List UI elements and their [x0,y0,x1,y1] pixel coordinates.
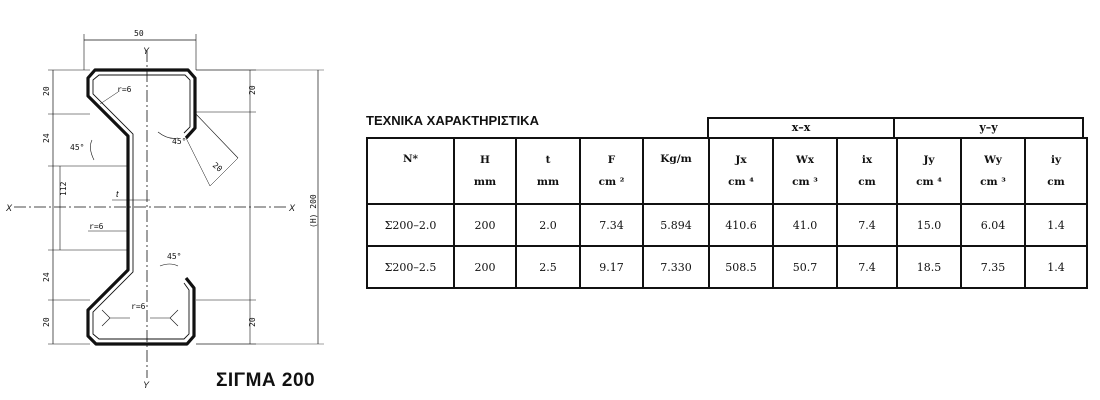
cell: 7.34 [580,204,643,246]
angle-lip-top: 45° [172,137,187,146]
col-header: F cm ² [580,138,643,204]
angle-lip-bottom-arc [160,264,178,266]
right-dim-1: 20 [248,85,257,95]
lip-dim-line [194,112,238,158]
cell: 508.5 [709,246,773,288]
cell: 9.17 [580,246,643,288]
profile-caption: ΣΙΓΜΑ 200 [216,370,316,391]
radius-bottom: r=6 [131,302,146,311]
height-label: (H) 200 [309,194,318,228]
col-header: N* [367,138,454,204]
radius-bottom-leader [102,310,178,326]
cell-designation: Σ200–2.0 [367,204,454,246]
axis-x-left: X [6,203,13,213]
angle-left: 45° [70,143,85,152]
cell: 7.35 [961,246,1025,288]
cell: 2.0 [516,204,580,246]
cell: 200 [454,246,516,288]
radius-top: r=6 [117,85,132,94]
col-header: iy cm [1025,138,1087,204]
cell: 6.04 [961,204,1025,246]
table-row [367,204,1087,246]
axis-y-bottom: Y [143,380,150,390]
left-dim-3: 24 [42,272,51,282]
cell: 7.4 [837,246,897,288]
right-dim-2: 20 [248,317,257,327]
angle-lip-bottom: 45° [167,252,182,261]
col-header: Jx cm ⁴ [709,138,773,204]
cell: 50.7 [773,246,837,288]
half-height-label: 112 [59,181,68,196]
left-dim-4: 20 [42,317,51,327]
sigma-profile-drawing [0,0,360,400]
thickness-label: t [116,189,119,199]
technical-specs-table [366,137,1088,289]
col-header: ix cm [837,138,897,204]
cell: 1.4 [1025,246,1087,288]
col-header: t mm [516,138,580,204]
col-header: H mm [454,138,516,204]
radius-top-leader [100,92,118,104]
angle-left-arc [90,140,94,160]
col-header: Kg/m [643,138,709,204]
axis-x-right: X [289,203,296,213]
left-dim-1: 20 [42,86,51,96]
width-label: 50 [134,29,144,38]
col-header: Jy cm ⁴ [897,138,961,204]
col-header: Wy cm ³ [961,138,1025,204]
cell: 200 [454,204,516,246]
lip-ext [186,138,210,186]
radius-mid: r=6 [89,222,104,231]
col-header: Wx cm ³ [773,138,837,204]
cell: 41.0 [773,204,837,246]
table-title: ΤΕΧΝΙΚΑ ΧΑΡΑΚΤΗΡΙΣΤΙΚΑ [366,113,539,128]
cell: 5.894 [643,204,709,246]
group-header-xx: x–x [707,117,895,137]
cell: 18.5 [897,246,961,288]
cell: 1.4 [1025,204,1087,246]
left-dim-2: 24 [42,133,51,143]
lip-length-label: 20 [210,160,224,174]
axis-y-top: Y [143,46,150,56]
table-row [367,246,1087,288]
cell: 2.5 [516,246,580,288]
cell: 7.330 [643,246,709,288]
cell-designation: Σ200–2.5 [367,246,454,288]
group-header-yy: y–y [893,117,1084,137]
table-header-row [367,138,1087,204]
cell: 15.0 [897,204,961,246]
cell: 410.6 [709,204,773,246]
cell: 7.4 [837,204,897,246]
